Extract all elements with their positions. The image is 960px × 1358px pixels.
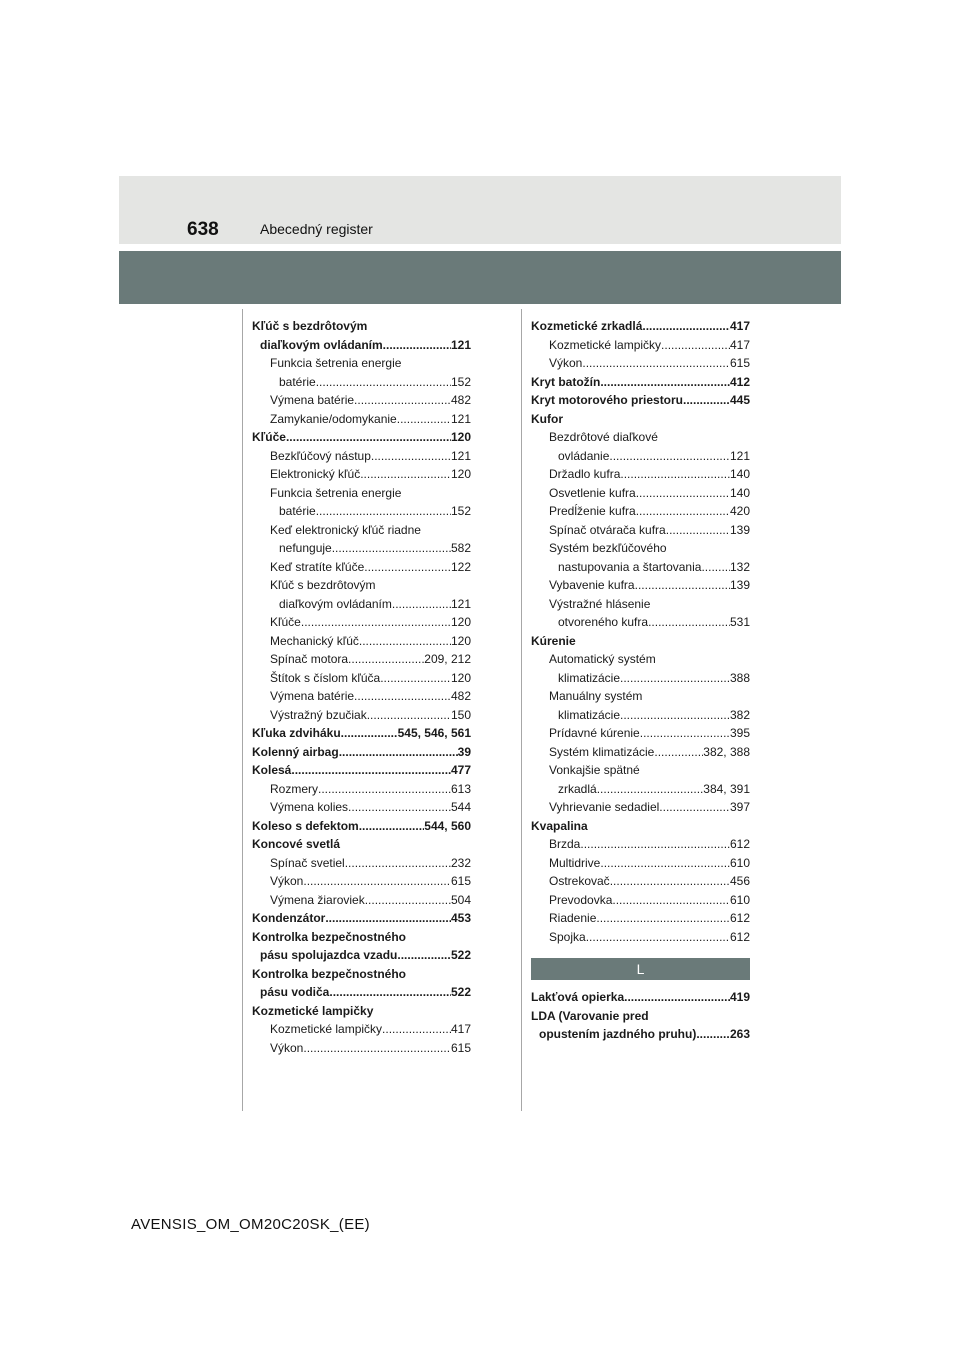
index-entry-page: 121	[450, 337, 471, 352]
index-entry-term: Mechanický kľúč	[270, 633, 359, 648]
index-entry	[531, 465, 750, 484]
index-entry-term: Funkcia šetrenia energie	[270, 485, 402, 500]
leader-dots	[329, 983, 451, 1002]
index-entry-term: Kľúč s bezdrôtovým	[252, 319, 368, 333]
index-entry-term: pásu vodiča	[260, 985, 330, 999]
leader-dots	[640, 724, 730, 743]
index-entry	[531, 632, 750, 651]
leader-dots	[318, 780, 451, 799]
index-entry	[531, 817, 750, 836]
index-entry	[531, 428, 750, 447]
index-entry-term: Keď stratíte kľúče	[270, 559, 365, 574]
index-entry	[252, 595, 471, 614]
index-entry-term: Ostrekovač	[549, 874, 610, 888]
index-entry	[252, 743, 471, 762]
index-entry-term: Spínač svetiel	[270, 855, 345, 870]
index-entry-term: otvoreného kufra	[558, 615, 649, 629]
leader-dots	[364, 558, 451, 577]
index-entry	[531, 669, 750, 688]
leader-dots	[586, 928, 730, 947]
index-entry-term: Zamykanie/odomykanie	[270, 411, 397, 426]
index-entry-page: 384, 391	[703, 781, 750, 796]
index-entry	[252, 354, 471, 373]
index-entry-page: 121	[729, 448, 750, 463]
index-entry-term: Manuálny systém	[549, 689, 643, 703]
index-entry-term: Spínač otvárača kufra	[549, 522, 666, 537]
index-entry	[531, 891, 750, 910]
index-entry-term: Spínač motora	[270, 652, 349, 666]
leader-dots	[397, 410, 451, 429]
index-entry	[252, 465, 471, 484]
index-entry-page: 544, 560	[424, 818, 471, 833]
index-entry	[252, 1002, 471, 1021]
leader-dots	[636, 502, 730, 521]
index-entry	[252, 761, 471, 780]
index-entry	[252, 391, 471, 410]
leader-dots	[642, 317, 730, 336]
index-entry-term: Riadenie	[549, 911, 597, 925]
index-entry	[252, 521, 471, 540]
index-entry-term: Kozmetické lampičky	[252, 1003, 374, 1018]
index-entry	[252, 558, 471, 577]
index-entry-term: Brzda	[549, 837, 581, 851]
index-entry	[531, 410, 750, 429]
index-entry-term: Vybavenie kufra	[549, 578, 635, 592]
index-entry	[252, 373, 471, 392]
index-entry-page: 209, 212	[424, 652, 471, 666]
index-entry-page: 482	[450, 689, 471, 703]
index-entry	[252, 336, 471, 355]
index-entry-term: Výstražné hlásenie	[549, 596, 651, 611]
index-entry-term: Prevodovka	[549, 892, 613, 907]
index-entry	[252, 576, 471, 595]
index-entry-term: Vonkajšie spätné	[549, 763, 640, 777]
index-entry	[252, 817, 471, 836]
index-entry	[531, 558, 750, 577]
index-entry-term: LDA (Varovanie pred	[531, 1008, 649, 1023]
leader-dots	[612, 891, 730, 910]
index-entry-term: Držadlo kufra	[549, 467, 621, 481]
leader-dots	[580, 835, 730, 854]
leader-dots	[348, 798, 451, 817]
index-entry-term: Koleso s defektom	[252, 818, 359, 833]
index-entry-page: 120	[450, 633, 471, 648]
index-entry-page: 544	[450, 800, 471, 814]
index-entry	[531, 872, 750, 891]
index-entry	[252, 1039, 471, 1058]
index-entry	[531, 909, 750, 928]
leader-dots	[325, 909, 451, 928]
index-entry-page: 121	[450, 596, 471, 611]
leader-dots	[339, 743, 458, 762]
index-entry-term: Kryt motorového priestoru	[531, 393, 684, 407]
index-entry-term: Kúrenie	[531, 633, 576, 648]
index-entry-term: Predĺženie kufra	[549, 504, 636, 518]
leader-dots	[582, 354, 730, 373]
leader-dots	[291, 761, 451, 780]
index-entry-page: 39	[457, 744, 471, 759]
index-entry-term: Lakťová opierka	[531, 990, 625, 1004]
index-entry	[252, 983, 471, 1002]
leader-dots	[620, 465, 730, 484]
index-entry-page: 121	[450, 411, 471, 426]
leader-dots	[636, 484, 730, 503]
index-entry	[531, 743, 750, 762]
leader-dots	[596, 909, 730, 928]
index-entry-term: Kozmetické zrkadlá	[531, 319, 643, 333]
index-entry	[531, 484, 750, 503]
index-column-1	[252, 317, 471, 1057]
index-entry-page: 417	[450, 1022, 471, 1036]
index-entry	[531, 761, 750, 780]
index-entry	[531, 650, 750, 669]
index-entry-term: Kvapalina	[531, 818, 588, 833]
index-entry-page: 152	[450, 374, 471, 389]
index-entry-page: 397	[729, 800, 750, 814]
index-entry-term: Výmena batérie	[270, 393, 355, 407]
index-entry	[252, 650, 471, 669]
index-entry	[252, 447, 471, 466]
leader-dots	[392, 595, 451, 614]
index-entry-term: Funkcia šetrenia energie	[270, 356, 402, 370]
index-entry-page: 412	[729, 374, 750, 389]
leader-dots	[666, 521, 730, 540]
leader-dots	[600, 854, 730, 873]
index-entry-page: 382, 388	[703, 744, 750, 759]
header-band	[119, 251, 841, 304]
leader-dots	[303, 872, 451, 891]
leader-dots	[360, 465, 451, 484]
index-entry	[252, 317, 471, 336]
index-entry-page: 132	[729, 559, 750, 574]
index-entry	[252, 835, 471, 854]
leader-dots	[354, 391, 451, 410]
index-entry	[531, 521, 750, 540]
index-entry-term: Systém klimatizácie	[549, 744, 655, 759]
index-entry-term: Rozmery	[270, 781, 319, 796]
index-entry-term: Kľúč s bezdrôtovým	[270, 578, 376, 592]
index-entry-page: 263	[729, 1027, 750, 1041]
index-entry	[252, 669, 471, 688]
index-entry-term: Kolenný airbag	[252, 744, 339, 759]
index-entry	[531, 539, 750, 558]
index-entry	[531, 317, 750, 336]
document-code: AVENSIS_OM_OM20C20SK_(EE)	[131, 1216, 370, 1233]
index-entry	[531, 336, 750, 355]
index-entry-page: 477	[450, 763, 471, 777]
leader-dots	[683, 391, 730, 410]
column-divider-middle	[521, 309, 522, 1111]
index-entry	[531, 706, 750, 725]
index-entry-page: 615	[450, 1040, 471, 1055]
index-entry-term: Elektronický kľúč	[270, 467, 361, 481]
leader-dots	[620, 669, 730, 688]
index-entry	[252, 632, 471, 651]
leader-dots	[301, 613, 451, 632]
index-entry	[531, 854, 750, 873]
index-entry-term: Kryt batožín	[531, 374, 601, 389]
index-entry	[252, 946, 471, 965]
leader-dots	[609, 447, 730, 466]
column-divider-left	[242, 309, 243, 1111]
index-entry	[252, 613, 471, 632]
index-entry	[531, 595, 750, 614]
index-entry	[531, 354, 750, 373]
index-entry-page: 140	[729, 467, 750, 481]
index-entry	[531, 613, 750, 632]
index-entry-term: klimatizácie	[558, 707, 621, 722]
index-entry-term: Výmena žiaroviek	[270, 892, 365, 907]
index-entry-page: 504	[450, 892, 471, 907]
index-entry-term: Koncové svetlá	[252, 837, 341, 851]
index-entry-term: nefunguje	[279, 541, 332, 555]
index-entry-page: 531	[729, 615, 750, 629]
index-entry	[531, 988, 750, 1007]
index-entry	[252, 909, 471, 928]
index-entry-term: pásu spolujazdca vzadu	[260, 948, 398, 962]
index-entry	[531, 502, 750, 521]
index-entry	[252, 410, 471, 429]
leader-dots	[701, 558, 730, 577]
index-entry	[531, 928, 750, 947]
leader-dots	[367, 706, 451, 725]
index-entry-term: diaľkovým ovládaním	[260, 337, 383, 352]
index-entry-term: Kontrolka bezpečnostného	[252, 929, 407, 944]
index-column-2	[531, 317, 750, 1044]
index-entry-term: Kľuka zdviháku	[252, 726, 341, 740]
index-entry	[252, 872, 471, 891]
index-entry	[252, 780, 471, 799]
leader-dots	[696, 1025, 730, 1044]
index-entry-page: 120	[450, 467, 471, 481]
index-entry-term: Výkon	[549, 356, 583, 370]
leader-dots	[620, 706, 730, 725]
index-entry-term: Multidrive	[549, 855, 601, 870]
leader-dots	[316, 502, 451, 521]
leader-dots	[383, 336, 451, 355]
index-entry-term: batérie	[279, 374, 316, 389]
index-entry	[252, 539, 471, 558]
index-entry	[531, 576, 750, 595]
leader-dots	[341, 724, 398, 743]
leader-dots	[332, 539, 451, 558]
index-entry-page: 582	[450, 541, 471, 555]
index-entry-page: 121	[450, 448, 471, 463]
index-entry-page: 613	[450, 781, 471, 796]
index-entry	[252, 1020, 471, 1039]
index-entry-term: nastupovania a štartovania	[558, 559, 702, 574]
leader-dots	[365, 891, 451, 910]
index-entry-page: 382	[729, 707, 750, 722]
leader-dots	[286, 428, 451, 447]
index-entry	[531, 724, 750, 743]
index-entry-page: 140	[729, 485, 750, 500]
index-entry-page: 232	[450, 855, 471, 870]
index-entry-page: 456	[729, 874, 750, 888]
index-entry	[252, 928, 471, 947]
leader-dots	[597, 780, 704, 799]
index-entry-page: 420	[729, 504, 750, 518]
leader-dots	[380, 669, 451, 688]
index-entry	[252, 798, 471, 817]
index-entry-term: ovládanie	[558, 448, 610, 463]
index-entry	[531, 373, 750, 392]
index-entry	[252, 724, 471, 743]
leader-dots	[316, 373, 451, 392]
page-number: 638	[187, 219, 219, 240]
index-entry-term: Kľúče	[252, 430, 286, 444]
index-entry-term: Kolesá	[252, 763, 292, 777]
leader-dots	[359, 632, 451, 651]
index-entry	[252, 484, 471, 503]
index-entry-term: Bezkľúčový nástup	[270, 448, 371, 463]
leader-dots	[624, 988, 730, 1007]
index-entry-term: Kondenzátor	[252, 911, 326, 925]
index-entry-term: Štítok s číslom kľúča	[270, 670, 381, 685]
index-entry-term: Automatický systém	[549, 652, 656, 666]
index-entry	[252, 891, 471, 910]
index-entry-page: 139	[729, 578, 750, 592]
index-entry	[531, 1007, 750, 1026]
leader-dots	[382, 1020, 451, 1039]
leader-dots	[303, 1039, 451, 1058]
index-entry	[252, 428, 471, 447]
index-entry	[252, 687, 471, 706]
index-entry	[531, 687, 750, 706]
index-entry-term: Kozmetické lampičky	[270, 1022, 383, 1036]
index-entry-page: 545, 546, 561	[397, 726, 471, 740]
index-entry-page: 139	[729, 522, 750, 537]
index-entry-term: batérie	[279, 504, 316, 518]
leader-dots	[348, 650, 424, 669]
page-title: Abecedný register	[260, 221, 373, 237]
index-entry-page: 615	[450, 874, 471, 888]
index-entry-page: 152	[450, 504, 471, 518]
index-entry-page: 612	[729, 911, 750, 925]
index-entry	[531, 391, 750, 410]
index-entry-term: Výstražný bzučiak	[270, 707, 367, 722]
index-entry-page: 120	[450, 615, 471, 629]
index-entry	[531, 447, 750, 466]
leader-dots	[648, 613, 730, 632]
leader-dots	[345, 854, 451, 873]
index-entry-page: 120	[450, 670, 471, 685]
index-entry	[531, 798, 750, 817]
index-entry	[252, 706, 471, 725]
index-entry-term: Výmena kolies	[270, 800, 349, 814]
leader-dots	[371, 447, 451, 466]
leader-dots	[659, 798, 730, 817]
index-entry	[531, 1025, 750, 1044]
index-entry-term: zrkadlá	[558, 781, 597, 796]
index-entry-page: 417	[729, 337, 750, 352]
index-entry-page: 445	[729, 393, 750, 407]
leader-dots	[359, 817, 425, 836]
index-entry-term: Bezdrôtové diaľkové	[549, 430, 658, 444]
index-entry	[252, 965, 471, 984]
index-entry	[531, 780, 750, 799]
index-entry-page: 610	[729, 855, 750, 870]
leader-dots	[635, 576, 730, 595]
index-entry-page: 615	[729, 356, 750, 370]
index-entry-term: opustením jazdného pruhu)	[539, 1027, 697, 1041]
index-entry-page: 419	[729, 990, 750, 1004]
index-entry-term: Keď elektronický kľúč riadne	[270, 522, 421, 537]
leader-dots	[610, 872, 730, 891]
index-entry-page: 453	[450, 911, 471, 925]
index-entry-page: 120	[450, 430, 471, 444]
index-entry-page: 417	[729, 319, 750, 333]
leader-dots	[654, 743, 703, 762]
index-entry-page: 612	[729, 929, 750, 944]
index-entry-page: 522	[450, 948, 471, 962]
index-entry-term: Kufor	[531, 411, 563, 426]
index-entry-page: 122	[450, 559, 471, 574]
index-entry-page: 612	[729, 837, 750, 851]
index-entry-term: Výkon	[270, 1040, 304, 1055]
index-entry-term: Osvetlenie kufra	[549, 485, 636, 500]
index-entry-term: Prídavné kúrenie	[549, 726, 640, 740]
index-entry-term: diaľkovým ovládaním	[279, 596, 392, 611]
leader-dots	[354, 687, 451, 706]
index-entry-term: Spojka	[549, 929, 586, 944]
index-entry	[252, 854, 471, 873]
leader-dots	[661, 336, 730, 355]
section-header-L: L	[531, 958, 750, 980]
index-entry-term: klimatizácie	[558, 670, 621, 685]
index-entry-page: 150	[450, 707, 471, 722]
index-entry-term: Vyhrievanie sedadiel	[549, 800, 660, 814]
index-entry-page: 482	[450, 393, 471, 407]
leader-dots	[600, 373, 730, 392]
index-entry	[252, 502, 471, 521]
index-entry-page: 395	[729, 726, 750, 740]
index-entry-page: 522	[450, 985, 471, 999]
index-entry-term: Kontrolka bezpečnostného	[252, 966, 407, 981]
header-bar	[119, 176, 841, 244]
index-entry-term: Kozmetické lampičky	[549, 337, 662, 352]
index-entry-term: Výmena batérie	[270, 689, 355, 703]
index-entry-term: Systém bezkľúčového	[549, 541, 667, 555]
index-entry-term: Kľúče	[270, 615, 301, 629]
index-entry-page: 610	[729, 892, 750, 907]
index-entry-page: 388	[729, 670, 750, 685]
index-entry-term: Výkon	[270, 874, 304, 888]
index-entry	[531, 835, 750, 854]
leader-dots	[397, 946, 451, 965]
